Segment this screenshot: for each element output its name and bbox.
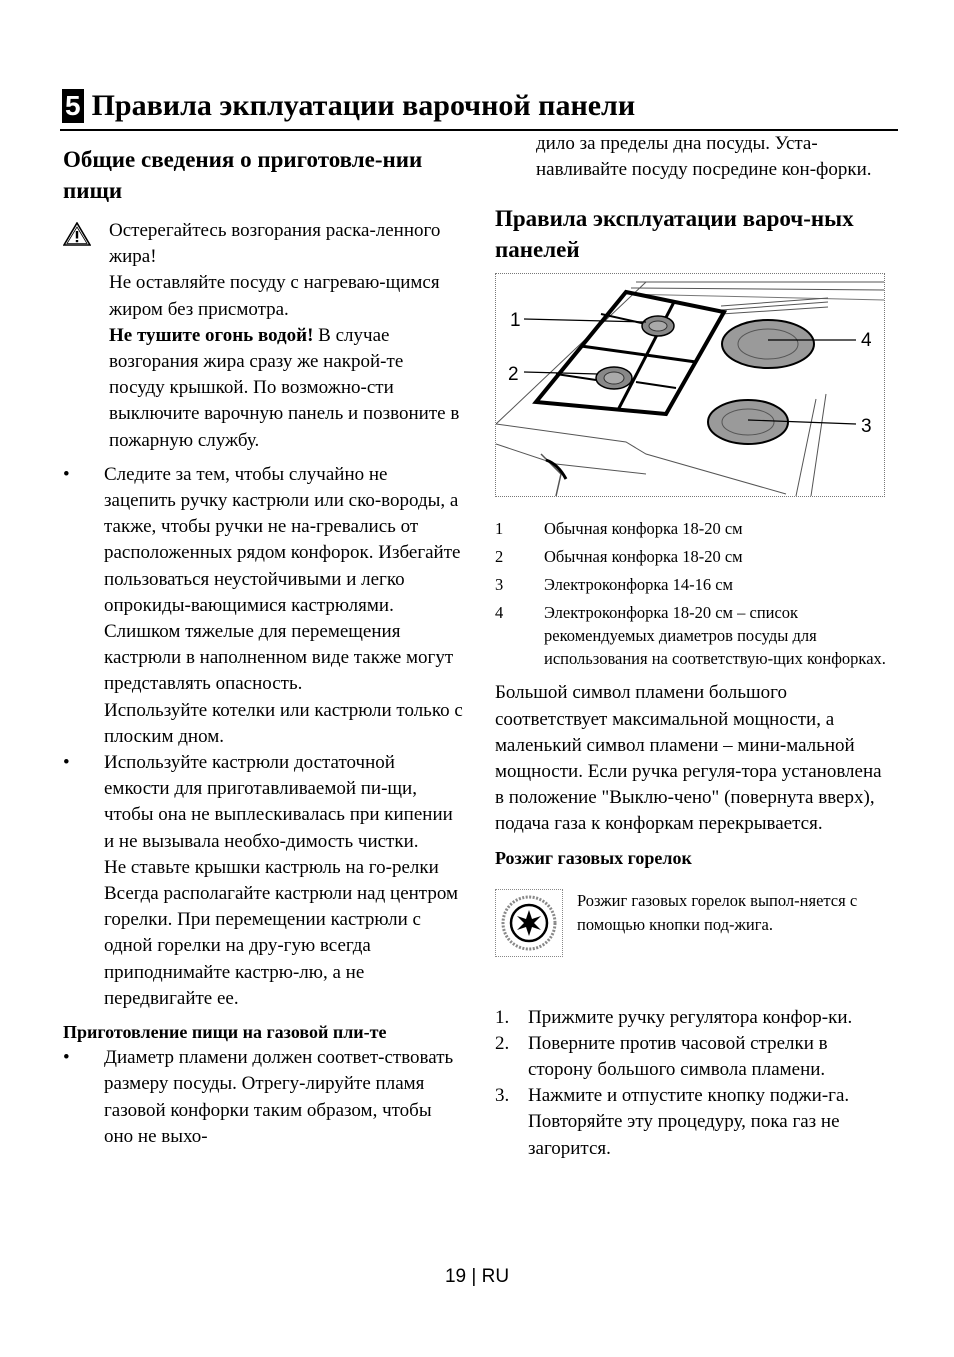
legend-number: 4: [495, 603, 504, 623]
ignition-button-icon: [495, 889, 563, 957]
left-column: [63, 144, 463, 1150]
ignition-info: [495, 889, 895, 957]
step-number: 1.: [495, 1006, 510, 1028]
continuation-text: дило за пределы дна посуды. Уста-навливайте посуду посредине кон-форки.: [536, 133, 872, 181]
figure-label-1: 1: [510, 310, 521, 332]
gas-cooking-heading: Приготовление пищи на газовой пли-те: [63, 1022, 387, 1043]
hob-illustration: [496, 274, 884, 496]
bullet-text: Используйте котелки или кастрюли только с плоским дном.: [104, 699, 463, 747]
ignition-heading: Розжиг газовых горелок: [495, 847, 692, 868]
legend-item: [495, 545, 895, 568]
bullet-text: Не ставьте крышки кастрюль на го-релки: [104, 856, 439, 878]
bullet-capacity: [63, 750, 463, 1012]
hob-diagram: [495, 273, 885, 497]
ignition-text: Розжиг газовых горелок выпол-няется с помощью кнопки под-жига.: [577, 890, 858, 934]
warning-line-3: [109, 323, 463, 454]
legend-text: Электроконфорка 18-20 см – список рекомендуемых диаметров посуды для использования на соответствую-щих конфорках.: [544, 603, 886, 669]
page-number: 19: [444, 1266, 467, 1287]
section-number: 5: [62, 89, 84, 123]
step-number: 3.: [495, 1085, 510, 1107]
legend-number: 2: [495, 547, 504, 567]
ignition-steps: [495, 1005, 895, 1162]
legend-text: Обычная конфорка 18-20 см: [544, 547, 743, 567]
warning-line-1: Остерегайтесь возгорания раска-ленного жира!: [109, 220, 441, 268]
legend-number: 1: [495, 519, 504, 539]
bullet-mark: •: [63, 1047, 70, 1069]
fire-warning: [63, 218, 463, 454]
bullet-text: Всегда располагайте кастрюли над центром горелки. При перемещении кастрюли с одной горелки на дру-гую всегда приподнимайте кастрю-лю, а не передвигайте ее.: [104, 883, 458, 1009]
figure-label-4: 4: [861, 330, 872, 352]
step-text: Нажмите и отпустите кнопку поджи-га. Повторяйте эту процедуру, пока газ не загорится.: [528, 1085, 850, 1159]
flame-symbol-paragraph: Большой символ пламени большого соответствует максимальной мощности, а маленький символ пламени – мини-мальной мощности. Если ручка регуля-тора установлена в положение "Выклю-чено" (повернута вверх), подача газа к конфоркам перекрывается.: [495, 682, 882, 835]
warning-rest: В случае возгорания жира сразу же накрой-те посуду крышкой. По возможно-сти выключите варочную панель и позвоните в пожарную службу.: [109, 324, 460, 451]
step-item: [495, 1005, 895, 1031]
general-info-heading: Общие сведения о приготовле-нии пищи: [63, 147, 423, 203]
bullet-handles: [63, 462, 463, 750]
figure-label-2: 2: [508, 364, 519, 386]
bullet-text: Используйте кастрюли достаточной емкости для приготавливаемой пи-щи, чтобы она не выплескивалась при кипении и не вызывала необхо-димость чистки.: [104, 752, 453, 852]
right-column: [495, 131, 895, 1162]
bullet-text: Диаметр пламени должен соответ-ствовать размеру посуды. Отрегу-лируйте пламя газовой конфорки таким образом, чтобы оно не выхо-: [104, 1047, 454, 1147]
step-text: Прижмите ручку регулятора конфор-ки.: [528, 1006, 853, 1028]
legend-text: Обычная конфорка 18-20 см: [544, 519, 743, 539]
step-item: [495, 1031, 895, 1083]
legend-item: [495, 517, 895, 540]
bullet-mark: •: [63, 752, 70, 774]
bullet-mark: •: [63, 463, 70, 485]
step-text: Поверните против часовой стрелки в сторону большого символа пламени.: [528, 1032, 828, 1081]
burner-legend: [495, 517, 895, 670]
legend-number: 3: [495, 575, 504, 595]
warning-bold: Не тушите огонь водой!: [109, 324, 314, 346]
language-code: RU: [481, 1266, 510, 1287]
figure-label-3: 3: [861, 416, 872, 438]
legend-item: [495, 573, 895, 596]
step-number: 2.: [495, 1032, 510, 1054]
page-footer: [0, 1266, 954, 1288]
legend-item: [495, 601, 895, 670]
step-item: [495, 1083, 895, 1162]
warning-triangle-icon: [63, 218, 109, 454]
bullet-text: Следите за тем, чтобы случайно не зацепить ручку кастрюли или ско-вороды, а также, чтобы ручки не на-гревались от расположенных рядом конфорок. Избегайте пользоваться неустойчивыми и легко опрокиды-вающимися кастрюлями. Слишком тяжелые для перемещения кастрюли в наполненном виде также могут представлять опасность.: [104, 463, 461, 695]
legend-text: Электроконфорка 14-16 см: [544, 575, 733, 595]
page-title: [62, 84, 635, 128]
bullet-flame-size: [63, 1045, 463, 1150]
footer-separator: |: [471, 1266, 477, 1287]
hob-rules-heading: Правила эксплуатации вароч-ных панелей: [495, 206, 854, 263]
warning-line-2: Не оставляйте посуду с нагреваю-щимся жиром без присмотра.: [109, 272, 440, 320]
section-title-text: Правила экплуатации варочной панели: [91, 89, 636, 122]
